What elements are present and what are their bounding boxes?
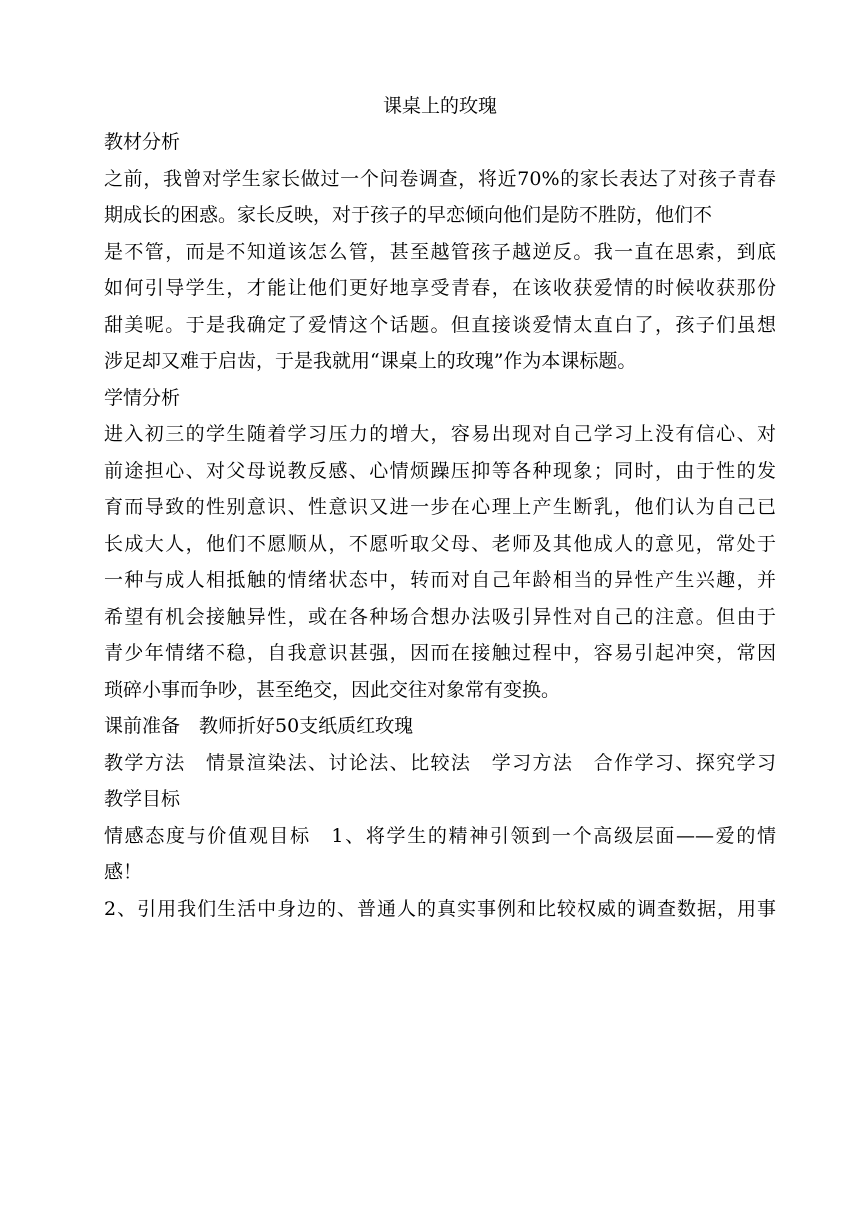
text-line: 感！: [104, 861, 143, 883]
document-text: [104, 124, 776, 927]
text-line: 教材分析: [104, 131, 181, 153]
text-line: 情感态度与价值观目标 1、将学生的精神引领到一个高级层面——爱的情: [104, 824, 776, 847]
text-line: 一种与成人相抵触的情绪状态中，转而对自己年龄相当的异性产生兴趣，并: [104, 569, 776, 591]
text-line: 涉足却又难于启齿，于是我就用“课桌上的玫瑰”作为本课标题。: [104, 350, 637, 372]
text-line: 期成长的困惑。家长反映，对于孩子的早恋倾向他们是防不胜防，他们不: [104, 204, 713, 226]
text-line: 进入初三的学生随着学习压力的增大，容易出现对自己学习上没有信心、对: [104, 423, 776, 445]
text-line: 育而导致的性别意识、性意识又进一步在心理上产生断乳，他们认为自己已: [104, 496, 776, 518]
text-line: 教学目标: [104, 788, 181, 810]
text-line: 2、引用我们生活中身边的、普通人的真实事例和比较权威的调查数据，用事: [104, 897, 776, 920]
text-line: 希望有机会接触异性，或在各种场合想办法吸引异性对自己的注意。但由于: [104, 605, 776, 628]
text-line: 长成大人，他们不愿顺从，不愿听取父母、老师及其他成人的意见，常处于: [104, 532, 776, 555]
text-line: 之前，我曾对学生家长做过一个问卷调查，将近70%的家长表达了对孩子青春: [104, 167, 776, 190]
text-line: 是不管，而是不知道该怎么管，甚至越管孩子越逆反。我一直在思索，到底: [104, 240, 776, 263]
text-line: 甜美呢。于是我确定了爱情这个话题。但直接谈爱情太直白了，孩子们虽想: [104, 313, 776, 336]
text-line: 前途担心、对父母说教反感、心情烦躁压抑等各种现象；同时，由于性的发: [104, 459, 776, 482]
text-line: 青少年情绪不稳，自我意识甚强，因而在接触过程中，容易引起冲突，常因: [104, 642, 776, 664]
text-line: 琐碎小事而争吵，甚至绝交，因此交往对象常有变换。: [104, 678, 561, 701]
document-title: 课桌上的玫瑰: [382, 95, 497, 117]
document-body: [104, 88, 776, 927]
text-line: 教学方法 情景渲染法、讨论法、比较法 学习方法 合作学习、探究学习: [104, 751, 776, 774]
text-line: 如何引导学生，才能让他们更好地享受青春，在该收获爱情的时候收获那份: [104, 277, 776, 299]
text-line: 课前准备 教师折好50支纸质红玫瑰: [104, 715, 414, 737]
text-line: 学情分析: [104, 386, 181, 409]
